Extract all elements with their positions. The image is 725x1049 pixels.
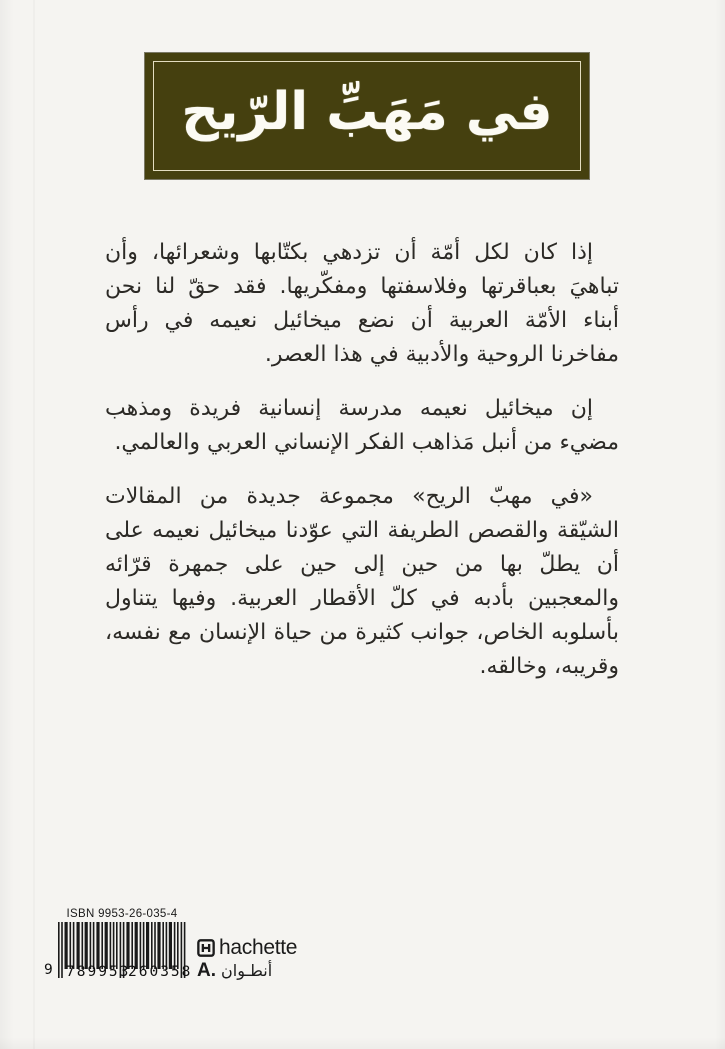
blurb-paragraph: «في مهبّ الريح» مجموعة جديدة من المقالات الشيّقة والقصص الطريفة التي عوّدنا ميخائيل نعيمه على أن يطلّ بها من حين إلى حين على جمهرة قرّائه والمعجبين بأدبه في كلّ الأقطار العربية. وفيها يتناول بأسلوبه الخاص، جوانب كثيرة من حياة الإنسان مع نفسه، وقريبه، وخالقه. [105,484,619,679]
back-cover-blurb [105,236,619,704]
publisher-arabic-row [197,960,297,982]
barcode-first-digit: 9 [44,962,53,978]
barcode-digits-left: 789953 [66,964,131,980]
title-plate [145,53,589,179]
publisher-name-arabic: أنطـوان [221,961,273,980]
publisher-initial: A. [197,960,216,981]
publisher-name-latin: hachette [219,936,298,959]
isbn-barcode-block [44,908,194,988]
barcode-digits-right: 260358 [128,964,193,980]
book-title: في مَهَبِّ الرّيح [181,82,553,142]
blurb-paragraph: إذا كان لكل أمّة أن تزدهي بكتّابها وشعرائها، وأن تباهيَ بعباقرتها وفلاسفتها ومفكّريها. فقد حقّ لنا نحن أبناء الأمّة العربية أن نضع ميخائيل نعيمه في رأس مفاخرنا الروحية والأدبية في هذا العصر. [105,240,619,367]
scan-crease [33,0,35,1049]
hachette-h-icon [197,939,215,957]
publisher-latin-row [197,936,297,960]
publisher-logo [197,936,297,982]
blurb-paragraph: إن ميخائيل نعيمه مدرسة إنسانية فريدة ومذهب مضيء من أنبل مَذاهب الفكر الإنساني العربي والعالمي. [105,396,619,455]
isbn-label: ISBN 9953-26-035-4 [66,908,178,920]
